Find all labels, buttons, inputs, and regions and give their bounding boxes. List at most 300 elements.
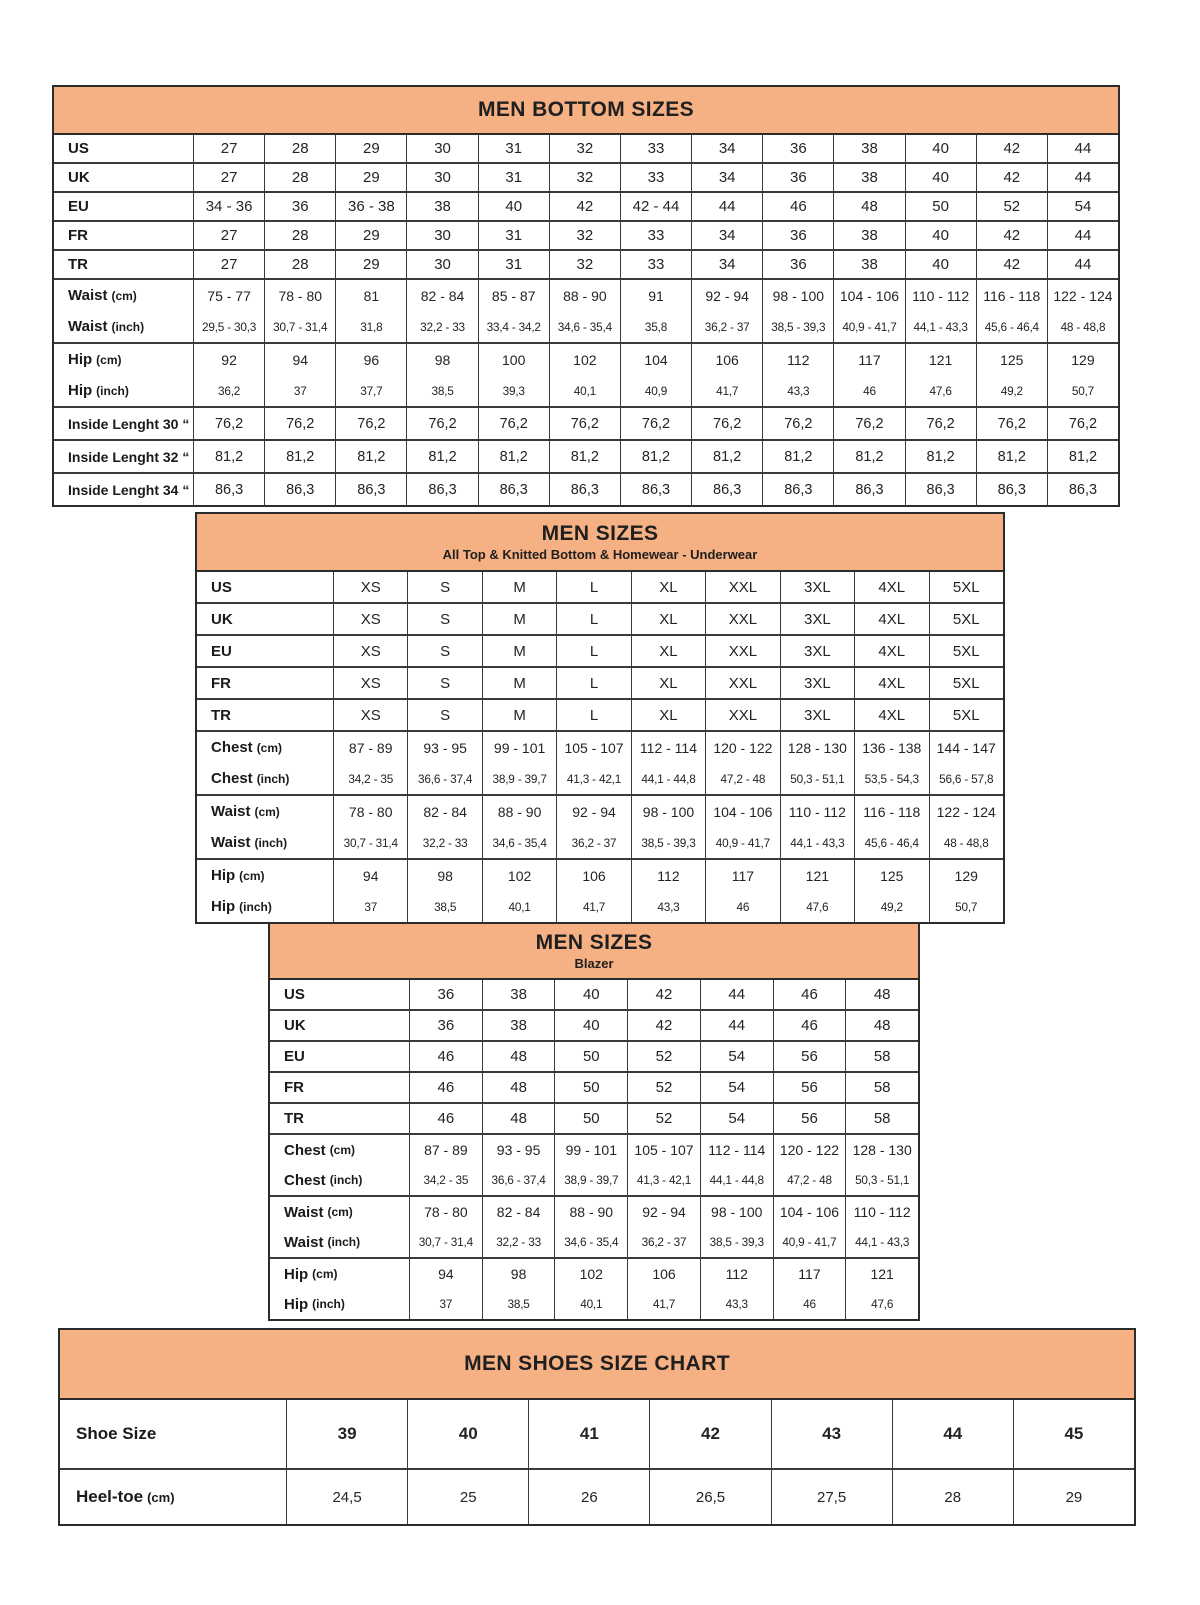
row-label: EU bbox=[284, 1048, 305, 1065]
value-cell: L bbox=[556, 700, 630, 730]
row-unit: (inch) bbox=[96, 383, 129, 398]
value-cell: 36,2 bbox=[193, 375, 264, 406]
table-title: MEN SIZES bbox=[535, 931, 653, 954]
row-group bbox=[270, 1133, 918, 1195]
value-cell: 36 - 38 bbox=[335, 193, 406, 220]
value-cell: 104 - 106 bbox=[833, 280, 904, 311]
value-cell: 76,2 bbox=[1047, 408, 1118, 439]
value-cell: 106 bbox=[556, 860, 630, 891]
value-cell: 48 bbox=[845, 1011, 918, 1040]
value-cell: 3XL bbox=[780, 700, 854, 730]
value-cell: 38,5 - 39,3 bbox=[631, 827, 705, 858]
row-label: FR bbox=[211, 674, 231, 692]
value-cell: 43 bbox=[771, 1400, 892, 1468]
value-cell: 76,2 bbox=[478, 408, 549, 439]
row-label: Chest bbox=[211, 739, 253, 756]
value-cell: 121 bbox=[780, 860, 854, 891]
table-row bbox=[270, 1259, 918, 1289]
value-cell: 121 bbox=[905, 344, 976, 375]
row-label: Hip bbox=[284, 1265, 309, 1283]
value-cell: 38,9 - 39,7 bbox=[554, 1165, 627, 1195]
value-cell: XL bbox=[631, 572, 705, 602]
value-cell: 5XL bbox=[929, 636, 1003, 666]
value-cell: 102 bbox=[482, 860, 556, 891]
value-cell: 120 - 122 bbox=[773, 1135, 846, 1165]
value-cell: 42 bbox=[649, 1400, 770, 1468]
value-cell: 52 bbox=[976, 193, 1047, 220]
value-cell: 24,5 bbox=[286, 1470, 407, 1524]
value-cell: 44 bbox=[1047, 222, 1118, 249]
row-group bbox=[54, 135, 1118, 162]
value-cell: 46 bbox=[409, 1042, 482, 1071]
row-label-cell bbox=[54, 344, 193, 375]
value-cell: XS bbox=[333, 572, 407, 602]
value-cell: 48 bbox=[482, 1073, 555, 1102]
row-label-cell bbox=[197, 572, 333, 602]
table-row bbox=[270, 1227, 918, 1257]
value-cell: 93 - 95 bbox=[482, 1135, 555, 1165]
value-cell: 81,2 bbox=[976, 441, 1047, 472]
value-cell: 39 bbox=[286, 1400, 407, 1468]
value-cell: 52 bbox=[627, 1104, 700, 1133]
value-cell: 117 bbox=[773, 1259, 846, 1289]
value-cell: 34 bbox=[691, 251, 762, 278]
value-cell: 100 bbox=[478, 344, 549, 375]
value-cell: 27 bbox=[193, 164, 264, 191]
value-cell: 32,2 - 33 bbox=[482, 1227, 555, 1257]
value-cell: 76,2 bbox=[762, 408, 833, 439]
value-cell: 44,1 - 44,8 bbox=[700, 1165, 773, 1195]
value-cell: 36,6 - 37,4 bbox=[407, 763, 481, 794]
row-label-cell bbox=[54, 375, 193, 406]
value-cell: 53,5 - 54,3 bbox=[854, 763, 928, 794]
table-row bbox=[270, 1135, 918, 1165]
table-row bbox=[270, 1289, 918, 1319]
value-cell: 78 - 80 bbox=[409, 1197, 482, 1227]
value-cell: 28 bbox=[264, 135, 335, 162]
value-cell: 88 - 90 bbox=[482, 796, 556, 827]
value-cell: 47,6 bbox=[780, 891, 854, 922]
value-cell: 45,6 - 46,4 bbox=[854, 827, 928, 858]
table-row bbox=[197, 891, 1003, 922]
value-cell: 34 bbox=[691, 164, 762, 191]
value-cell: 86,3 bbox=[406, 474, 477, 505]
row-label-cell bbox=[60, 1470, 286, 1524]
value-cell: 46 bbox=[762, 193, 833, 220]
value-cell: 35,8 bbox=[620, 311, 691, 342]
value-cell: 36 bbox=[762, 222, 833, 249]
value-cell: 30,7 - 31,4 bbox=[409, 1227, 482, 1257]
value-cell: XXL bbox=[705, 636, 779, 666]
value-cell: 36 bbox=[409, 1011, 482, 1040]
value-cell: 82 - 84 bbox=[406, 280, 477, 311]
row-label-cell bbox=[197, 668, 333, 698]
value-cell: 37 bbox=[409, 1289, 482, 1319]
value-cell: 36 bbox=[409, 980, 482, 1009]
row-group bbox=[197, 666, 1003, 698]
value-cell: 48 bbox=[482, 1042, 555, 1071]
row-label: Waist bbox=[68, 318, 108, 335]
value-cell: 41,7 bbox=[691, 375, 762, 406]
row-label-cell bbox=[197, 827, 333, 858]
value-cell: 32 bbox=[549, 135, 620, 162]
value-cell: M bbox=[482, 636, 556, 666]
row-unit: (inch) bbox=[111, 319, 145, 334]
value-cell: 144 - 147 bbox=[929, 732, 1003, 763]
value-cell: 92 - 94 bbox=[627, 1197, 700, 1227]
row-unit: (inch) bbox=[312, 1297, 345, 1311]
value-cell: 56 bbox=[773, 1104, 846, 1133]
row-label: Inside Lenght 30 “ bbox=[68, 415, 190, 432]
value-cell: 98 - 100 bbox=[700, 1197, 773, 1227]
row-label-cell bbox=[270, 1042, 409, 1071]
men-sizes-blazer-table bbox=[268, 922, 920, 1321]
row-label: Chest bbox=[284, 1141, 326, 1159]
value-cell: 116 - 118 bbox=[854, 796, 928, 827]
value-cell: 44 bbox=[1047, 164, 1118, 191]
value-cell: 40 bbox=[407, 1400, 528, 1468]
value-cell: XL bbox=[631, 636, 705, 666]
row-label-cell bbox=[54, 280, 193, 311]
row-label-cell bbox=[270, 1259, 409, 1289]
table-subtitle: Blazer bbox=[574, 956, 614, 971]
value-cell: S bbox=[407, 668, 481, 698]
value-cell: 28 bbox=[264, 222, 335, 249]
value-cell: 34 bbox=[691, 222, 762, 249]
value-cell: 112 bbox=[762, 344, 833, 375]
row-label: Hip bbox=[284, 1295, 309, 1313]
value-cell: 33 bbox=[620, 251, 691, 278]
value-cell: 81,2 bbox=[620, 441, 691, 472]
value-cell: 92 bbox=[193, 344, 264, 375]
value-cell: 112 bbox=[700, 1259, 773, 1289]
table-grid bbox=[270, 980, 918, 1319]
value-cell: 48 bbox=[833, 193, 904, 220]
value-cell: 99 - 101 bbox=[554, 1135, 627, 1165]
row-label: EU bbox=[68, 198, 89, 215]
value-cell: 122 - 124 bbox=[1047, 280, 1118, 311]
table-grid bbox=[60, 1400, 1134, 1524]
value-cell: 98 - 100 bbox=[631, 796, 705, 827]
row-group bbox=[54, 342, 1118, 406]
value-cell: 25 bbox=[407, 1470, 528, 1524]
row-group bbox=[54, 162, 1118, 191]
row-label: US bbox=[284, 986, 305, 1003]
value-cell: 81,2 bbox=[833, 441, 904, 472]
value-cell: XXL bbox=[705, 604, 779, 634]
value-cell: 58 bbox=[845, 1042, 918, 1071]
value-cell: 31,8 bbox=[335, 311, 406, 342]
value-cell: 40 bbox=[905, 164, 976, 191]
value-cell: 81 bbox=[335, 280, 406, 311]
row-label-cell bbox=[197, 636, 333, 666]
value-cell: 36 bbox=[762, 251, 833, 278]
value-cell: 30 bbox=[406, 164, 477, 191]
value-cell: 105 - 107 bbox=[627, 1135, 700, 1165]
value-cell: 5XL bbox=[929, 572, 1003, 602]
table-row bbox=[54, 193, 1118, 220]
row-label-cell bbox=[54, 135, 193, 162]
value-cell: 38 bbox=[482, 1011, 555, 1040]
value-cell: 45 bbox=[1013, 1400, 1134, 1468]
value-cell: 36,2 - 37 bbox=[691, 311, 762, 342]
row-label-cell bbox=[60, 1400, 286, 1468]
value-cell: 86,3 bbox=[905, 474, 976, 505]
value-cell: 3XL bbox=[780, 604, 854, 634]
row-label: Waist bbox=[211, 803, 251, 820]
value-cell: 32,2 - 33 bbox=[406, 311, 477, 342]
value-cell: 38,5 - 39,3 bbox=[700, 1227, 773, 1257]
value-cell: XS bbox=[333, 668, 407, 698]
value-cell: 34,6 - 35,4 bbox=[549, 311, 620, 342]
table-title: MEN SHOES SIZE CHART bbox=[464, 1352, 730, 1375]
value-cell: 86,3 bbox=[1047, 474, 1118, 505]
value-cell: 42 bbox=[976, 251, 1047, 278]
row-label: FR bbox=[68, 227, 88, 244]
value-cell: 88 - 90 bbox=[549, 280, 620, 311]
table-row bbox=[270, 1073, 918, 1102]
value-cell: 50,3 - 51,1 bbox=[845, 1165, 918, 1195]
value-cell: 26 bbox=[528, 1470, 649, 1524]
value-cell: 40,9 - 41,7 bbox=[773, 1227, 846, 1257]
row-label-cell bbox=[54, 474, 193, 505]
value-cell: 88 - 90 bbox=[554, 1197, 627, 1227]
value-cell: 81,2 bbox=[549, 441, 620, 472]
value-cell: 36,2 - 37 bbox=[627, 1227, 700, 1257]
value-cell: 5XL bbox=[929, 700, 1003, 730]
table-row bbox=[54, 375, 1118, 406]
row-group bbox=[270, 980, 918, 1009]
table-row bbox=[54, 280, 1118, 311]
row-group bbox=[60, 1400, 1134, 1468]
table-row bbox=[270, 980, 918, 1009]
value-cell: 40 bbox=[905, 135, 976, 162]
row-group bbox=[54, 439, 1118, 472]
value-cell: 40,9 - 41,7 bbox=[833, 311, 904, 342]
value-cell: 28 bbox=[264, 251, 335, 278]
value-cell: L bbox=[556, 668, 630, 698]
value-cell: 86,3 bbox=[549, 474, 620, 505]
row-group bbox=[54, 406, 1118, 439]
value-cell: S bbox=[407, 572, 481, 602]
value-cell: 81,2 bbox=[406, 441, 477, 472]
value-cell: 31 bbox=[478, 164, 549, 191]
value-cell: 81,2 bbox=[478, 441, 549, 472]
value-cell: XXL bbox=[705, 700, 779, 730]
value-cell: 50,3 - 51,1 bbox=[780, 763, 854, 794]
value-cell: 4XL bbox=[854, 636, 928, 666]
row-label-cell bbox=[197, 604, 333, 634]
value-cell: 27 bbox=[193, 222, 264, 249]
value-cell: 30 bbox=[406, 222, 477, 249]
table-row bbox=[197, 604, 1003, 634]
value-cell: 98 bbox=[482, 1259, 555, 1289]
value-cell: 82 - 84 bbox=[407, 796, 481, 827]
value-cell: S bbox=[407, 636, 481, 666]
value-cell: 54 bbox=[1047, 193, 1118, 220]
value-cell: 76,2 bbox=[905, 408, 976, 439]
value-cell: 34,2 - 35 bbox=[409, 1165, 482, 1195]
table-row bbox=[270, 1197, 918, 1227]
value-cell: 76,2 bbox=[833, 408, 904, 439]
value-cell: XXL bbox=[705, 668, 779, 698]
value-cell: 76,2 bbox=[620, 408, 691, 439]
row-group bbox=[60, 1468, 1134, 1524]
value-cell: 38 bbox=[833, 135, 904, 162]
value-cell: 78 - 80 bbox=[333, 796, 407, 827]
value-cell: 49,2 bbox=[854, 891, 928, 922]
value-cell: 85 - 87 bbox=[478, 280, 549, 311]
value-cell: 4XL bbox=[854, 668, 928, 698]
value-cell: 42 bbox=[976, 222, 1047, 249]
value-cell: 112 bbox=[631, 860, 705, 891]
table-row bbox=[54, 474, 1118, 505]
row-group bbox=[270, 1009, 918, 1040]
value-cell: 42 bbox=[976, 164, 1047, 191]
value-cell: 40 bbox=[478, 193, 549, 220]
table-row bbox=[54, 164, 1118, 191]
row-label: Hip bbox=[68, 351, 93, 368]
value-cell: 81,2 bbox=[762, 441, 833, 472]
value-cell: XL bbox=[631, 700, 705, 730]
value-cell: 94 bbox=[264, 344, 335, 375]
value-cell: 42 bbox=[549, 193, 620, 220]
value-cell: 105 - 107 bbox=[556, 732, 630, 763]
table-row bbox=[197, 827, 1003, 858]
value-cell: 27 bbox=[193, 135, 264, 162]
row-label: UK bbox=[284, 1017, 306, 1034]
value-cell: 76,2 bbox=[976, 408, 1047, 439]
row-label-cell bbox=[270, 1073, 409, 1102]
value-cell: 116 - 118 bbox=[976, 280, 1047, 311]
table-row bbox=[54, 408, 1118, 439]
value-cell: 44 bbox=[1047, 251, 1118, 278]
value-cell: 40 bbox=[905, 222, 976, 249]
row-unit: (cm) bbox=[312, 1267, 338, 1281]
table-row bbox=[197, 763, 1003, 794]
value-cell: 3XL bbox=[780, 668, 854, 698]
value-cell: 33 bbox=[620, 164, 691, 191]
value-cell: 32 bbox=[549, 164, 620, 191]
value-cell: 44 bbox=[691, 193, 762, 220]
value-cell: 33,4 - 34,2 bbox=[478, 311, 549, 342]
value-cell: 102 bbox=[549, 344, 620, 375]
value-cell: 92 - 94 bbox=[556, 796, 630, 827]
row-unit: (cm) bbox=[239, 868, 265, 883]
value-cell: 81,2 bbox=[193, 441, 264, 472]
value-cell: 40 bbox=[554, 980, 627, 1009]
value-cell: XS bbox=[333, 700, 407, 730]
value-cell: 86,3 bbox=[193, 474, 264, 505]
table-row bbox=[54, 222, 1118, 249]
value-cell: 36 bbox=[762, 135, 833, 162]
table-row bbox=[54, 251, 1118, 278]
value-cell: 54 bbox=[700, 1073, 773, 1102]
row-label: TR bbox=[211, 706, 231, 724]
value-cell: 38,5 bbox=[407, 891, 481, 922]
row-unit: (cm) bbox=[329, 1143, 356, 1157]
value-cell: 5XL bbox=[929, 668, 1003, 698]
row-group bbox=[54, 249, 1118, 278]
value-cell: 36 bbox=[264, 193, 335, 220]
row-label: Hip bbox=[68, 382, 93, 399]
table-row bbox=[54, 441, 1118, 472]
row-unit: (inch) bbox=[254, 835, 288, 850]
value-cell: XL bbox=[631, 668, 705, 698]
value-cell: 38,5 bbox=[482, 1289, 555, 1319]
table-row bbox=[54, 311, 1118, 342]
value-cell: 4XL bbox=[854, 572, 928, 602]
row-label: US bbox=[68, 140, 89, 157]
table-header-band bbox=[60, 1330, 1134, 1400]
value-cell: 76,2 bbox=[264, 408, 335, 439]
value-cell: 41,7 bbox=[556, 891, 630, 922]
value-cell: 106 bbox=[627, 1259, 700, 1289]
value-cell: XS bbox=[333, 604, 407, 634]
value-cell: 38,5 bbox=[406, 375, 477, 406]
value-cell: 54 bbox=[700, 1104, 773, 1133]
value-cell: 93 - 95 bbox=[407, 732, 481, 763]
table-grid bbox=[54, 135, 1118, 505]
value-cell: 32 bbox=[549, 222, 620, 249]
row-label: Waist bbox=[284, 1203, 324, 1221]
value-cell: 34,6 - 35,4 bbox=[554, 1227, 627, 1257]
value-cell: 56,6 - 57,8 bbox=[929, 763, 1003, 794]
value-cell: 38,9 - 39,7 bbox=[482, 763, 556, 794]
value-cell: 26,5 bbox=[649, 1470, 770, 1524]
row-unit: (inch) bbox=[327, 1235, 361, 1249]
value-cell: 81,2 bbox=[691, 441, 762, 472]
value-cell: 92 - 94 bbox=[691, 280, 762, 311]
value-cell: 76,2 bbox=[193, 408, 264, 439]
row-label-cell bbox=[270, 1165, 409, 1195]
row-group bbox=[270, 1102, 918, 1133]
row-group bbox=[197, 634, 1003, 666]
value-cell: 82 - 84 bbox=[482, 1197, 555, 1227]
table-header-band bbox=[54, 87, 1118, 135]
value-cell: 128 - 130 bbox=[845, 1135, 918, 1165]
row-unit: (cm) bbox=[256, 740, 283, 755]
value-cell: 129 bbox=[1047, 344, 1118, 375]
table-row bbox=[270, 1042, 918, 1071]
value-cell: 136 - 138 bbox=[854, 732, 928, 763]
value-cell: 48 bbox=[845, 980, 918, 1009]
value-cell: 94 bbox=[409, 1259, 482, 1289]
table-row bbox=[197, 860, 1003, 891]
row-label-cell bbox=[270, 980, 409, 1009]
table-row bbox=[270, 1165, 918, 1195]
value-cell: 28 bbox=[264, 164, 335, 191]
value-cell: 29,5 - 30,3 bbox=[193, 311, 264, 342]
row-label-cell bbox=[54, 164, 193, 191]
row-label-cell bbox=[54, 193, 193, 220]
value-cell: 41 bbox=[528, 1400, 649, 1468]
value-cell: L bbox=[556, 604, 630, 634]
row-label: Chest bbox=[211, 770, 253, 787]
value-cell: 81,2 bbox=[335, 441, 406, 472]
value-cell: 3XL bbox=[780, 572, 854, 602]
row-label-cell bbox=[54, 222, 193, 249]
value-cell: 34,2 - 35 bbox=[333, 763, 407, 794]
row-label: Inside Lenght 34 “ bbox=[68, 481, 190, 498]
value-cell: XS bbox=[333, 636, 407, 666]
table-row bbox=[270, 1011, 918, 1040]
value-cell: 40,9 - 41,7 bbox=[705, 827, 779, 858]
value-cell: 117 bbox=[705, 860, 779, 891]
value-cell: 40 bbox=[554, 1011, 627, 1040]
value-cell: 30,7 - 31,4 bbox=[333, 827, 407, 858]
value-cell: 81,2 bbox=[264, 441, 335, 472]
